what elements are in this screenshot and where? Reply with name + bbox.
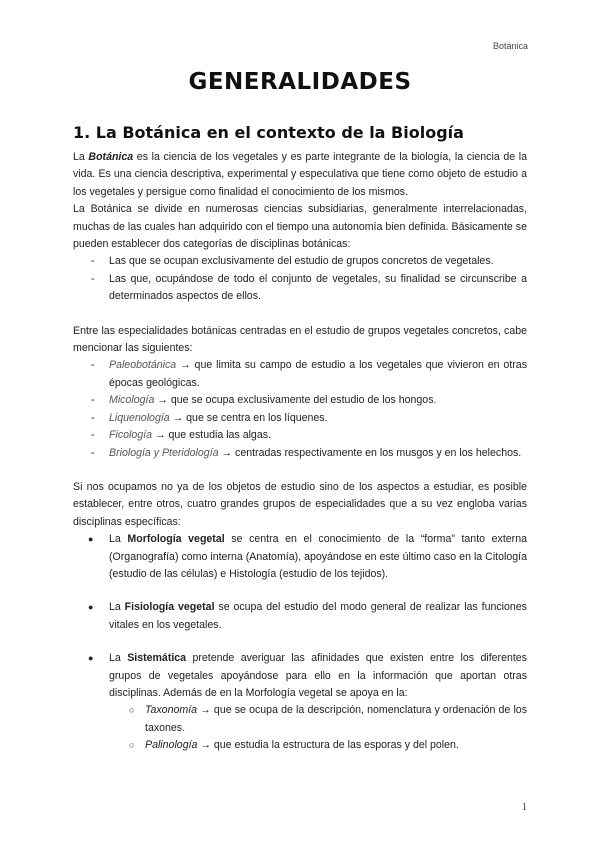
bullet-icon: ● <box>88 653 94 664</box>
category-item: - Las que se ocupan exclusivamente del estudio de grupos concretos de vegetales. <box>73 253 527 270</box>
specialty-item <box>73 392 527 409</box>
aspect-rest: se ocupa del estudio del modo general de realizar las funciones vitales en los vegetales. <box>109 601 527 631</box>
circle-bullet-icon: ○ <box>129 740 135 751</box>
specialty-term: Micología <box>109 394 155 407</box>
aspects-list <box>73 599 527 634</box>
specialties-list <box>73 357 527 461</box>
circle-bullet-icon: ○ <box>129 705 135 716</box>
aspect-pre: La <box>109 652 128 665</box>
category-item: - Las que, ocupándose de todo el conjunto de vegetales, su finalidad se circunscribe a determinados aspectos de ellos. <box>73 271 527 306</box>
specialty-item <box>73 410 527 427</box>
aspects-list <box>73 531 527 583</box>
specialty-item <box>73 427 527 444</box>
specialties-lead: Entre las especialidades botánicas centradas en el estudio de grupos vegetales concretos, cabe mencionar las siguientes: <box>73 324 527 355</box>
aspect-term: Fisiología vegetal <box>124 601 215 614</box>
aspect-term: Morfología vegetal <box>127 533 225 546</box>
section-heading: 1. La Botánica en el contexto de la Biología <box>73 123 464 142</box>
running-header: Botánica <box>492 41 528 51</box>
specialty-term: Ficología <box>109 429 152 442</box>
intro-prefix: La <box>73 151 89 163</box>
aspects-lead: Si nos ocupamos no ya de los objetos de estudio sino de los aspectos a estudiar, es posible establecer, entre otros, cuatro grandes grupos de especialidades que a su vez engloba varias disciplinas específicas: <box>73 480 527 528</box>
sub-term: Palinología <box>145 739 198 752</box>
category-list <box>73 253 527 305</box>
sub-item-taxonomia <box>73 702 527 737</box>
sub-item-palinologia <box>73 737 527 754</box>
specialty-item <box>73 445 527 462</box>
intro-paragraph-1 <box>73 149 527 201</box>
sistematica-sublist <box>73 702 527 754</box>
bullet-icon: ● <box>88 534 94 545</box>
aspect-rest: pretende averiguar las afinidades que existen entre los diferentes grupos de vegetales apoyándose para ello en la información que aportan otras disciplinas. Además de en la Morfología vegetal se apoya en la: <box>109 652 527 699</box>
page-title: GENERALIDADES <box>188 69 412 95</box>
sub-desc: → que se ocupa de la descripción, nomenclatura y ordenación de los taxones. <box>145 704 527 734</box>
aspect-term: Sistemática <box>127 652 187 665</box>
page-number: 1 <box>522 802 527 813</box>
document-body <box>73 122 527 755</box>
aspect-rest: se centra en el conocimiento de la “forma” tanto externa (Organografía) como interna (Anatomía), apoyándose en este último caso en la Citología (estudio de las células) e Histología (estudio de los tejidos). <box>109 533 527 580</box>
aspect-item-fisiologia <box>73 599 527 634</box>
specialty-term: Briología y Pteridología <box>109 446 219 459</box>
aspect-pre: La <box>109 601 125 614</box>
specialty-term: Paleobotánica <box>109 359 177 372</box>
specialty-item <box>73 357 527 392</box>
specialty-term: Liquenología <box>109 411 170 424</box>
botanica-term: Botánica <box>88 151 134 163</box>
specialty-desc: → que limita su campo de estudio a los vegetales que vivieron en otras épocas geológicas. <box>109 359 527 389</box>
specialty-desc: → que se centra en los líquenes. <box>169 411 328 424</box>
sub-term: Taxonomía <box>145 704 198 717</box>
intro-paragraph-2: La Botánica se divide en numerosas ciencias subsidiarias, generalmente interrelacionadas, muchas de las cuales han adquirido con el tiempo una autonomía bien definida. Básicamente se pueden establecer dos categorías de disciplinas botánicas: <box>73 203 527 251</box>
aspect-item-sistematica <box>73 650 527 702</box>
aspect-item-morfologia <box>73 531 527 583</box>
specialty-desc: → que se ocupa exclusivamente del estudio de los hongos. <box>154 394 437 407</box>
aspects-list <box>73 650 527 702</box>
aspect-pre: La <box>109 533 128 546</box>
specialty-desc: → que estudia las algas. <box>152 429 271 442</box>
sub-desc: → que estudia la estructura de las esporas y del polen. <box>197 739 459 752</box>
specialty-desc: → centradas respectivamente en los musgos y en los helechos. <box>218 446 522 459</box>
intro-rest: es la ciencia de los vegetales y es parte integrante de la biología, la ciencia de la vida. Es una ciencia descriptiva, experimental y especulativa que tiene como objeto de estudio a los vegetales y persigue como finalidad el conocimiento de los mismos. <box>73 151 528 198</box>
bullet-icon: ● <box>88 602 94 613</box>
